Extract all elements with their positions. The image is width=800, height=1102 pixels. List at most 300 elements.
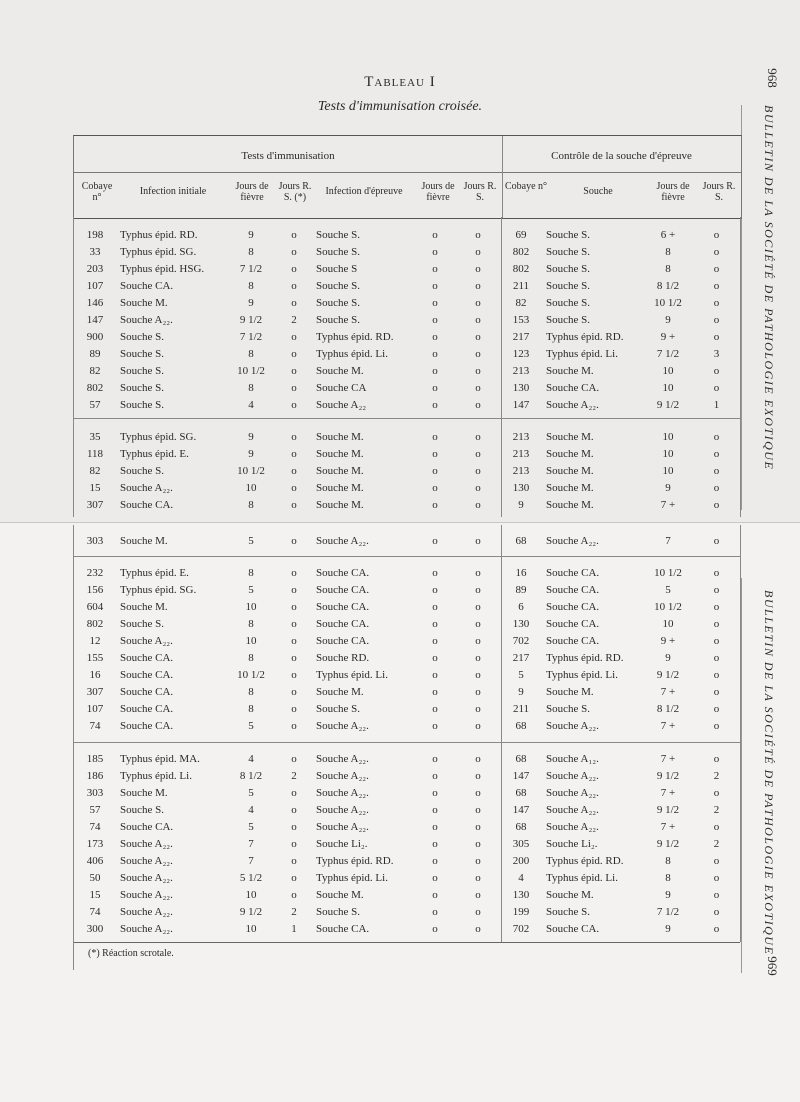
cell-jours-rs-2: o xyxy=(475,398,481,411)
left-border-bottom xyxy=(73,525,74,970)
cell-jours-fievre: 10 xyxy=(245,888,257,901)
cell-jours-rs-3: o xyxy=(713,617,720,630)
cell-cobaye-2: 213 xyxy=(512,464,530,477)
cell-jours-fievre-2: o xyxy=(432,702,438,715)
cell-jours-fievre-3: 7 1/2 xyxy=(656,905,680,918)
cell-infection-epreuve: Souche CA. xyxy=(316,600,370,613)
table-row xyxy=(73,869,740,886)
cell-jours-fievre-2: o xyxy=(432,262,438,275)
page-number-top: 968 xyxy=(765,68,780,88)
cell-jours-rs: o xyxy=(291,464,297,477)
cell-jours-rs: o xyxy=(291,752,297,765)
cell-cobaye: 147 xyxy=(86,313,104,326)
cell-cobaye: 82 xyxy=(89,464,101,477)
cell-jours-rs: o xyxy=(291,535,297,547)
cell-infection-epreuve: Typhus épid. RD. xyxy=(316,854,394,867)
cell-souche: Souche S. xyxy=(546,228,590,241)
cell-jours-fievre: 9 xyxy=(248,430,254,443)
table-block-bottom-c xyxy=(73,750,740,937)
cell-jours-fievre-2: o xyxy=(432,854,438,867)
cell-souche: Souche M. xyxy=(546,464,594,477)
table-row xyxy=(73,666,740,683)
cell-jours-rs-2: o xyxy=(475,752,481,765)
cell-cobaye: 900 xyxy=(86,330,104,343)
cell-jours-fievre: 4 xyxy=(248,398,254,411)
cell-infection-initiale: Souche S. xyxy=(120,464,164,477)
cell-cobaye-2: 211 xyxy=(512,702,530,715)
cell-jours-rs-2: o xyxy=(475,430,481,443)
cell-infection-initiale: Souche A₂₂. xyxy=(120,888,173,901)
cell-jours-fievre: 8 xyxy=(248,498,254,511)
cell-infection-epreuve: Souche M. xyxy=(316,430,364,443)
table-row xyxy=(73,496,740,513)
cell-cobaye-2: 702 xyxy=(512,922,530,935)
cell-jours-rs: o xyxy=(291,398,297,411)
table-row xyxy=(73,462,740,479)
page-number-bottom: 969 xyxy=(765,956,780,976)
cell-jours-fievre: 7 xyxy=(248,854,254,867)
cell-jours-fievre-2: o xyxy=(432,330,438,343)
cell-souche: Souche CA. xyxy=(546,566,600,579)
cell-jours-rs-3: o xyxy=(713,905,720,918)
cell-jours-rs: o xyxy=(291,481,297,494)
cell-jours-fievre: 8 xyxy=(248,651,254,664)
cell-cobaye: 146 xyxy=(86,296,104,309)
cell-jours-fievre: 8 xyxy=(248,702,254,715)
cell-souche: Typhus épid. Li. xyxy=(546,668,618,681)
cell-jours-fievre-3: 10 xyxy=(662,364,674,377)
cell-souche: Souche S. xyxy=(546,905,590,918)
cell-jours-fievre-2: o xyxy=(432,498,438,511)
cell-jours-rs-3: 2 xyxy=(713,803,720,816)
cell-jours-rs-2: o xyxy=(475,262,481,275)
cell-jours-fievre: 10 xyxy=(245,922,257,935)
cell-jours-rs-2: o xyxy=(475,651,481,664)
cell-jours-rs-2: o xyxy=(475,719,481,732)
cell-souche: Typhus épid. RD. xyxy=(546,330,624,343)
header-jours-fievre-2: Jours de fièvre xyxy=(421,181,455,203)
cell-souche: Typhus épid. RD. xyxy=(546,854,624,867)
cell-jours-rs-2: o xyxy=(475,617,481,630)
cell-jours-rs-2: o xyxy=(475,634,481,647)
cell-jours-rs-2: o xyxy=(475,364,481,377)
cell-jours-rs-2: o xyxy=(475,922,481,935)
cell-cobaye-2: 211 xyxy=(512,279,530,292)
cell-souche: Souche A₂₂. xyxy=(546,398,599,411)
cell-infection-epreuve: Souche A₂₂. xyxy=(316,752,369,765)
cell-jours-rs-3: o xyxy=(713,464,720,477)
cell-cobaye-2: 199 xyxy=(512,905,530,918)
cell-jours-rs-3: 1 xyxy=(713,398,720,411)
table-row xyxy=(73,445,740,462)
cell-souche: Souche M. xyxy=(546,888,594,901)
cell-cobaye-2: 147 xyxy=(512,803,530,816)
cell-infection-epreuve: Souche A₂₂. xyxy=(316,820,369,833)
cell-jours-fievre: 8 xyxy=(248,245,254,258)
cell-jours-fievre-3: 9 + xyxy=(660,330,676,343)
cell-jours-rs: o xyxy=(291,364,297,377)
table-block-top xyxy=(73,226,740,413)
cell-jours-rs-2: o xyxy=(475,498,481,511)
cell-infection-epreuve: Typhus épid. Li. xyxy=(316,871,388,884)
cell-jours-rs-2: o xyxy=(475,535,481,547)
cell-jours-fievre-3: 10 1/2 xyxy=(654,566,682,579)
table-row xyxy=(73,717,740,734)
cell-jours-fievre-2: o xyxy=(432,347,438,360)
table-row xyxy=(73,345,740,362)
cell-jours-rs-3: o xyxy=(713,296,720,309)
header-jours-rs: Jours R. S. (*) xyxy=(278,181,312,203)
cell-jours-rs-2: o xyxy=(475,854,481,867)
cell-jours-fievre: 5 xyxy=(248,719,254,732)
table-row xyxy=(73,903,740,920)
cell-jours-fievre: 7 1/2 xyxy=(239,330,263,343)
cell-infection-epreuve: Souche S. xyxy=(316,702,360,715)
cell-jours-fievre: 10 xyxy=(245,481,257,494)
cell-jours-rs-3: 3 xyxy=(713,347,720,360)
cell-jours-rs-3: o xyxy=(713,313,720,326)
cell-cobaye-2: 68 xyxy=(515,535,527,547)
cell-jours-fievre: 8 xyxy=(248,617,254,630)
cell-souche: Typhus épid. Li. xyxy=(546,871,618,884)
cell-jours-rs: o xyxy=(291,634,297,647)
cell-jours-fievre: 9 1/2 xyxy=(239,313,263,326)
cell-souche: Souche S. xyxy=(546,296,590,309)
cell-jours-rs-2: o xyxy=(475,330,481,343)
table-row xyxy=(73,243,740,260)
cell-jours-rs-2: o xyxy=(475,347,481,360)
table-row xyxy=(73,311,740,328)
cell-jours-rs-2: o xyxy=(475,871,481,884)
cell-jours-fievre-2: o xyxy=(432,245,438,258)
cell-jours-rs-2: o xyxy=(475,481,481,494)
table-row xyxy=(73,767,740,784)
cell-jours-rs-3: o xyxy=(713,381,720,394)
cell-infection-initiale: Souche M. xyxy=(120,296,168,309)
cell-infection-initiale: Souche M. xyxy=(120,600,168,613)
cell-infection-epreuve: Souche CA. xyxy=(316,922,370,935)
cell-infection-initiale: Souche S. xyxy=(120,617,164,630)
cell-jours-rs-2: o xyxy=(475,702,481,715)
cell-jours-fievre: 4 xyxy=(248,803,254,816)
cell-jours-rs-3: o xyxy=(713,668,720,681)
cell-souche: Souche A₂₂. xyxy=(546,719,599,732)
cell-infection-initiale: Typhus épid. E. xyxy=(120,566,189,579)
cell-jours-rs-2: o xyxy=(475,685,481,698)
cell-infection-initiale: Souche A₂₂. xyxy=(120,481,173,494)
cell-jours-fievre: 9 1/2 xyxy=(239,905,263,918)
cell-jours-fievre-3: 7 + xyxy=(660,719,676,732)
cell-cobaye: 107 xyxy=(86,279,104,292)
column-separator-bottom xyxy=(501,525,502,942)
cell-souche: Souche CA. xyxy=(546,634,600,647)
table-row xyxy=(73,632,740,649)
cell-jours-rs-2: o xyxy=(475,296,481,309)
cell-jours-fievre-2: o xyxy=(432,922,438,935)
cell-cobaye: 50 xyxy=(89,871,101,884)
cell-cobaye: 156 xyxy=(86,583,104,596)
cell-jours-rs-2: o xyxy=(475,583,481,596)
cell-jours-rs-3: o xyxy=(713,752,720,765)
cell-infection-initiale: Typhus épid. MA. xyxy=(120,752,200,765)
cell-jours-fievre: 8 xyxy=(248,566,254,579)
cell-jours-fievre: 8 xyxy=(248,685,254,698)
cell-souche: Souche A₂₂. xyxy=(546,786,599,799)
cell-jours-fievre-2: o xyxy=(432,279,438,292)
header-jours-fievre: Jours de fièvre xyxy=(235,181,269,203)
table-row xyxy=(73,801,740,818)
cell-cobaye-2: 123 xyxy=(512,347,530,360)
cell-infection-initiale: Souche CA. xyxy=(120,685,174,698)
table-header xyxy=(73,135,742,219)
table-row xyxy=(73,532,740,550)
table-row xyxy=(73,581,740,598)
cell-jours-rs-3: o xyxy=(713,330,720,343)
cell-cobaye: 203 xyxy=(86,262,104,275)
cell-jours-rs-2: o xyxy=(475,803,481,816)
cell-jours-rs-3: o xyxy=(713,786,720,799)
cell-jours-fievre-3: 8 xyxy=(665,854,671,867)
cell-jours-fievre: 10 xyxy=(245,634,257,647)
cell-jours-rs: o xyxy=(291,347,297,360)
cell-cobaye: 406 xyxy=(86,854,104,867)
cell-cobaye: 16 xyxy=(89,668,101,681)
cell-infection-initiale: Typhus épid. SG. xyxy=(120,583,197,596)
cell-jours-rs: o xyxy=(291,245,297,258)
cell-cobaye: 15 xyxy=(89,481,101,494)
cell-jours-fievre-3: 9 xyxy=(665,651,671,664)
cell-cobaye-2: 153 xyxy=(512,313,530,326)
cell-jours-fievre-3: 6 + xyxy=(660,228,676,241)
cell-jours-rs-3: 2 xyxy=(713,837,720,850)
cell-jours-fievre-3: 10 xyxy=(662,447,674,460)
cell-jours-fievre-2: o xyxy=(432,228,438,241)
cell-cobaye-2: 69 xyxy=(515,228,527,241)
cell-cobaye: 303 xyxy=(86,786,104,799)
cell-jours-rs: o xyxy=(291,803,297,816)
header-souche: Souche xyxy=(583,186,613,197)
cell-souche: Souche Li₂. xyxy=(546,837,598,850)
cell-cobaye-2: 802 xyxy=(512,262,530,275)
cell-jours-rs-3: o xyxy=(713,634,720,647)
cell-cobaye: 604 xyxy=(86,600,104,613)
cell-jours-fievre: 5 xyxy=(248,786,254,799)
left-border-top xyxy=(73,217,74,517)
cell-infection-initiale: Souche A₂₂. xyxy=(120,871,173,884)
cell-infection-epreuve: Souche CA. xyxy=(316,617,370,630)
cell-infection-initiale: Souche CA. xyxy=(120,498,174,511)
cell-jours-rs: o xyxy=(291,430,297,443)
cell-infection-initiale: Souche A₂₂. xyxy=(120,854,173,867)
cell-infection-epreuve: Souche M. xyxy=(316,685,364,698)
cell-jours-fievre-2: o xyxy=(432,905,438,918)
cell-souche: Souche A₂₂. xyxy=(546,820,599,833)
cell-cobaye-2: 702 xyxy=(512,634,530,647)
table-row xyxy=(73,683,740,700)
group-separator-2 xyxy=(73,556,740,557)
cell-cobaye: 15 xyxy=(89,888,101,901)
cell-infection-epreuve: Souche M. xyxy=(316,447,364,460)
table-row xyxy=(73,835,740,852)
header-jours-rs-3: Jours R. S. xyxy=(702,181,736,203)
cell-jours-rs: 2 xyxy=(291,313,297,326)
cell-jours-rs-3: o xyxy=(713,854,720,867)
cell-jours-rs-2: o xyxy=(475,820,481,833)
cell-jours-rs: o xyxy=(291,685,297,698)
cell-infection-epreuve: Souche CA. xyxy=(316,583,370,596)
cell-jours-rs-3: o xyxy=(713,719,720,732)
cell-cobaye: 185 xyxy=(86,752,104,765)
group-separator-3 xyxy=(73,742,740,743)
cell-infection-initiale: Souche A₂₂. xyxy=(120,837,173,850)
cell-cobaye-2: 68 xyxy=(515,820,527,833)
cell-cobaye-2: 802 xyxy=(512,245,530,258)
cell-infection-epreuve: Souche S. xyxy=(316,905,360,918)
cell-souche: Souche CA. xyxy=(546,600,600,613)
cell-jours-fievre: 10 1/2 xyxy=(237,364,265,377)
cell-infection-epreuve: Souche S. xyxy=(316,313,360,326)
cell-jours-fievre: 7 1/2 xyxy=(239,262,263,275)
cell-souche: Souche S. xyxy=(546,279,590,292)
header-divider xyxy=(74,172,741,173)
cell-infection-epreuve: Souche M. xyxy=(316,481,364,494)
header-jours-rs-2: Jours R. S. xyxy=(463,181,497,203)
table-row xyxy=(73,920,740,937)
table-row xyxy=(73,379,740,396)
cell-cobaye-2: 16 xyxy=(515,566,527,579)
cell-infection-epreuve: Typhus épid. RD. xyxy=(316,330,394,343)
cell-jours-fievre-3: 10 xyxy=(662,464,674,477)
cell-jours-fievre-2: o xyxy=(432,634,438,647)
cell-infection-initiale: Souche M. xyxy=(120,786,168,799)
cell-jours-fievre-2: o xyxy=(432,464,438,477)
header-cobaye-2: Cobaye n° xyxy=(504,181,548,192)
cell-cobaye-2: 130 xyxy=(512,381,530,394)
cell-jours-fievre-2: o xyxy=(432,535,438,547)
cell-cobaye-2: 6 xyxy=(518,600,524,613)
cell-jours-fievre: 5 xyxy=(248,535,254,547)
header-group-tests: Tests d'immunisation xyxy=(241,150,335,162)
cell-infection-initiale: Typhus épid. SG. xyxy=(120,430,197,443)
cell-jours-rs-2: o xyxy=(475,668,481,681)
table-subtitle: Tests d'immunisation croisée. xyxy=(317,99,483,114)
table-row xyxy=(73,649,740,666)
cell-souche: Souche M. xyxy=(546,481,594,494)
cell-jours-fievre-2: o xyxy=(432,430,438,443)
cell-jours-rs-2: o xyxy=(475,566,481,579)
cell-cobaye: 35 xyxy=(89,430,101,443)
cell-infection-initiale: Souche S. xyxy=(120,381,164,394)
table-row xyxy=(73,886,740,903)
cell-cobaye: 118 xyxy=(86,447,104,460)
cell-infection-epreuve: Souche S. xyxy=(316,228,360,241)
cell-jours-rs-3: o xyxy=(713,481,720,494)
cell-souche: Souche M. xyxy=(546,430,594,443)
table-row xyxy=(73,328,740,345)
cell-cobaye-2: 82 xyxy=(515,296,527,309)
cell-jours-fievre-3: 9 1/2 xyxy=(656,837,680,850)
cell-infection-initiale: Souche S. xyxy=(120,364,164,377)
cell-cobaye-2: 68 xyxy=(515,752,527,765)
header-group-controle: Contrôle de la souche d'épreuve xyxy=(551,150,692,162)
cell-jours-rs: o xyxy=(291,668,297,681)
cell-jours-fievre-2: o xyxy=(432,820,438,833)
cell-jours-fievre-2: o xyxy=(432,888,438,901)
cell-jours-rs: o xyxy=(291,786,297,799)
cell-jours-rs-2: o xyxy=(475,769,481,782)
group-separator-1 xyxy=(73,418,740,419)
cell-jours-fievre-3: 8 1/2 xyxy=(656,279,680,292)
cell-jours-fievre: 9 xyxy=(248,296,254,309)
cell-jours-fievre-2: o xyxy=(432,381,438,394)
table-block-bottom-b xyxy=(73,564,740,734)
cell-jours-rs-3: o xyxy=(713,685,720,698)
cell-jours-rs-2: o xyxy=(475,313,481,326)
cell-infection-initiale: Typhus épid. RD. xyxy=(120,228,198,241)
cell-souche: Souche S. xyxy=(546,245,590,258)
cell-infection-initiale: Typhus épid. SG. xyxy=(120,245,197,258)
cell-infection-initiale: Souche M. xyxy=(120,535,168,547)
header-cobaye: Cobaye n° xyxy=(81,181,113,203)
cell-souche: Souche CA. xyxy=(546,381,600,394)
cell-cobaye-2: 130 xyxy=(512,481,530,494)
cell-souche: Souche CA. xyxy=(546,617,600,630)
cell-infection-initiale: Souche S. xyxy=(120,347,164,360)
cell-jours-fievre-3: 7 1/2 xyxy=(656,347,680,360)
cell-jours-fievre-2: o xyxy=(432,651,438,664)
cell-jours-rs-3: o xyxy=(713,583,720,596)
footnote: (*) Réaction scrotale. xyxy=(88,948,174,959)
cell-infection-initiale: Souche A₂₂. xyxy=(120,905,173,918)
cell-infection-initiale: Souche CA. xyxy=(120,668,174,681)
cell-jours-fievre: 8 xyxy=(248,347,254,360)
cell-souche: Souche S. xyxy=(546,702,590,715)
cell-jours-rs: o xyxy=(291,854,297,867)
cell-jours-fievre: 9 xyxy=(248,447,254,460)
cell-jours-fievre: 9 xyxy=(248,228,254,241)
cell-infection-epreuve: Souche A₂₂. xyxy=(316,803,369,816)
cell-jours-rs: o xyxy=(291,651,297,664)
right-border-bottom xyxy=(740,525,741,942)
cell-jours-fievre-2: o xyxy=(432,871,438,884)
cell-cobaye: 802 xyxy=(86,381,104,394)
cell-cobaye-2: 4 xyxy=(518,871,524,884)
cell-jours-fievre-3: 10 1/2 xyxy=(654,600,682,613)
table-bottom-rule xyxy=(73,942,740,943)
table-row xyxy=(73,564,740,581)
margin-rule-bottom xyxy=(741,578,742,973)
cell-souche: Souche M. xyxy=(546,447,594,460)
cell-infection-initiale: Souche CA. xyxy=(120,719,174,732)
cell-cobaye-2: 89 xyxy=(515,583,527,596)
cell-infection-epreuve: Souche M. xyxy=(316,888,364,901)
cell-cobaye: 307 xyxy=(86,498,104,511)
cell-infection-initiale: Souche A₂₂. xyxy=(120,313,173,326)
cell-jours-rs-2: o xyxy=(475,279,481,292)
column-separator-top xyxy=(501,217,502,517)
cell-jours-rs-2: o xyxy=(475,447,481,460)
cell-jours-rs: o xyxy=(291,820,297,833)
cell-souche: Souche S. xyxy=(546,262,590,275)
table-row xyxy=(73,852,740,869)
cell-jours-fievre-3: 10 xyxy=(662,430,674,443)
cell-jours-fievre-3: 8 xyxy=(665,262,671,275)
cell-jours-fievre-3: 10 xyxy=(662,381,674,394)
cell-souche: Souche M. xyxy=(546,498,594,511)
cell-souche: Typhus épid. Li. xyxy=(546,347,618,360)
cell-jours-fievre-2: o xyxy=(432,447,438,460)
cell-infection-initiale: Souche CA. xyxy=(120,279,174,292)
